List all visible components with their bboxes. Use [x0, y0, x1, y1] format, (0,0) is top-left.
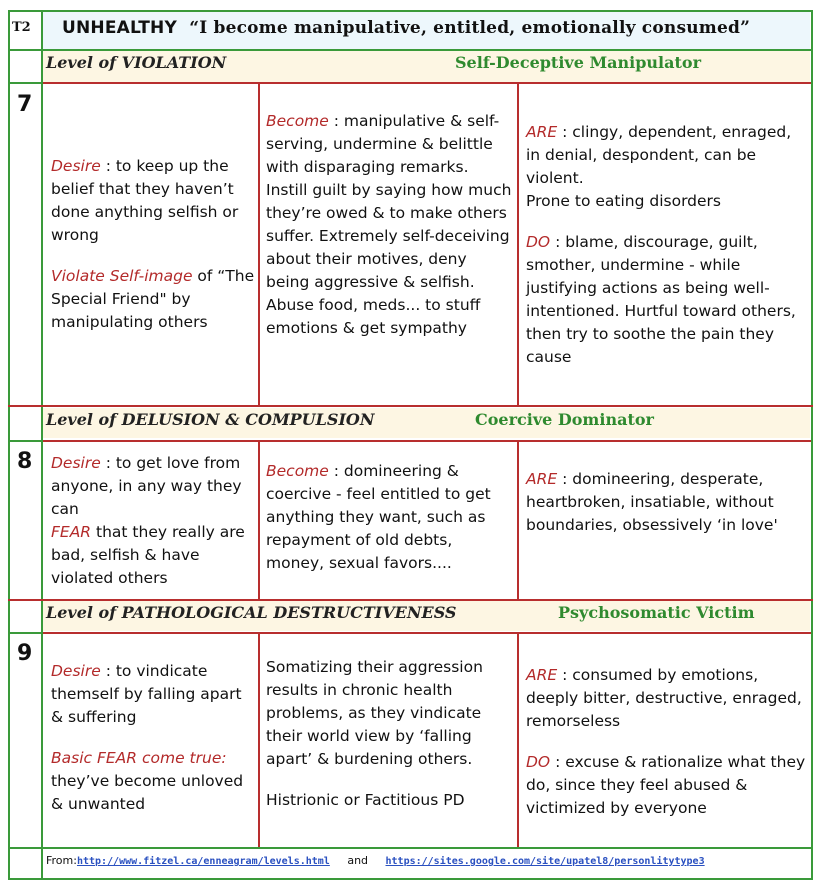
l9-desire: Desire : to vindicate themself by falling apart & suffering — [51, 662, 242, 726]
l9-histrionic: Histrionic or Factitious PD — [266, 791, 465, 809]
col-div-8b — [517, 442, 519, 599]
rule-red-8-bottom — [8, 599, 813, 601]
footer-from: From: — [46, 854, 77, 867]
page-title — [62, 18, 750, 38]
rule-red-7-bottom — [8, 405, 813, 407]
level-9-col2 — [266, 656, 512, 812]
level-9-title: Level of PATHOLOGICAL DESTRUCTIVENESS — [46, 603, 457, 622]
rule-red-9-top — [43, 632, 811, 634]
level-8-number: 8 — [17, 449, 33, 474]
l9-do: DO : excuse & rationalize what they do, since they feel abused & victimized by everyone — [526, 753, 806, 817]
table-code: T2 — [12, 20, 31, 35]
rule-red-7-top — [43, 82, 811, 84]
level-8-col3 — [526, 468, 806, 537]
l7-violate: Violate Self-image of “The Special Friend" by manipulating others — [51, 267, 255, 331]
level-7-col2 — [266, 110, 512, 340]
l8-are: ARE : domineering, desperate, heartbroken, insatiable, without boundaries, obsessively ‘in love' — [526, 470, 778, 534]
col-div-7b — [517, 84, 519, 405]
border-left — [8, 10, 10, 880]
rule-num-8 — [8, 440, 43, 442]
level-7-col3 — [526, 121, 806, 369]
l7-are: ARE : clingy, dependent, enraged, in denial, despondent, can be violent. — [526, 123, 792, 187]
level-7-name: Self-Deceptive Manipulator — [455, 53, 701, 72]
source-footer — [46, 854, 705, 867]
level-7-title: Level of VIOLATION — [46, 53, 227, 72]
border-number-column — [41, 10, 43, 880]
l9-are: ARE : consumed by emotions, deeply bitter, destructive, enraged, remorseless — [526, 666, 802, 730]
l7-become: Become : manipulative & self-serving, undermine & belittle with disparaging remarks. Instill guilt by saying how much they’re owed & to make others suffer. Extremely self-deceiving about their motives, deny being aggressive & selfish. Abuse food, meds... to stuff emotions & get sympathy — [266, 112, 512, 337]
l7-desire: Desire : to keep up the belief that they haven’t done anything selfish or wrong — [51, 157, 239, 244]
level-8-title: Level of DELUSION & COMPULSION — [46, 410, 375, 429]
l7-prone: Prone to eating disorders — [526, 192, 721, 210]
border-top — [8, 10, 813, 12]
level-7-col1 — [51, 155, 255, 334]
col-div-9b — [517, 634, 519, 847]
source-link-fitzel[interactable]: http://www.fitzel.ca/enneagram/levels.html — [76, 856, 330, 867]
level-9-col3 — [526, 664, 806, 820]
l9-somatizing: Somatizing their aggression results in chronic health problems, as they vindicate their world view by ‘falling apart’ & burdening others. — [266, 658, 483, 768]
footer-and: and — [347, 854, 369, 867]
l8-fear: FEAR that they really are bad, selfish & have violated others — [51, 523, 245, 587]
rule-red-8-top — [43, 440, 811, 442]
l8-become: Become : domineering & coercive - feel entitled to get anything they want, such as repayment of old debts, money, sexual favors.... — [266, 462, 491, 572]
level-9-col1 — [51, 660, 255, 816]
col-div-7a — [258, 84, 260, 405]
rule-num-9 — [8, 632, 43, 634]
level-8-name: Coercive Dominator — [475, 410, 654, 429]
source-link-google-sites[interactable]: https://sites.google.com/site/upatel8/personlitytype3 — [385, 856, 705, 867]
level-9-name: Psychosomatic Victim — [558, 603, 755, 622]
l9-fear: Basic FEAR come true: they’ve become unloved & unwanted — [51, 749, 244, 813]
level-7-number: 7 — [17, 92, 33, 117]
rule-num-7 — [8, 82, 43, 84]
col-div-8a — [258, 442, 260, 599]
col-div-9a — [258, 634, 260, 847]
l7-do: DO : blame, discourage, guilt, smother, undermine - while justifying actions as being well-intentioned. Hurtful toward others, then try to soothe the pain they cause — [526, 233, 796, 366]
level-8-col2 — [266, 460, 512, 575]
border-right — [811, 10, 813, 880]
rule-footer — [8, 847, 813, 849]
level-8-col1 — [51, 452, 255, 590]
title-label: UNHEALTHY — [62, 18, 177, 38]
rule-header — [8, 49, 813, 51]
level-9-number: 9 — [17, 641, 33, 666]
border-bottom — [8, 878, 813, 880]
l8-desire: Desire : to get love from anyone, in any way they can — [51, 454, 242, 518]
title-quote: “I become manipulative, entitled, emotionally consumed” — [189, 18, 751, 38]
